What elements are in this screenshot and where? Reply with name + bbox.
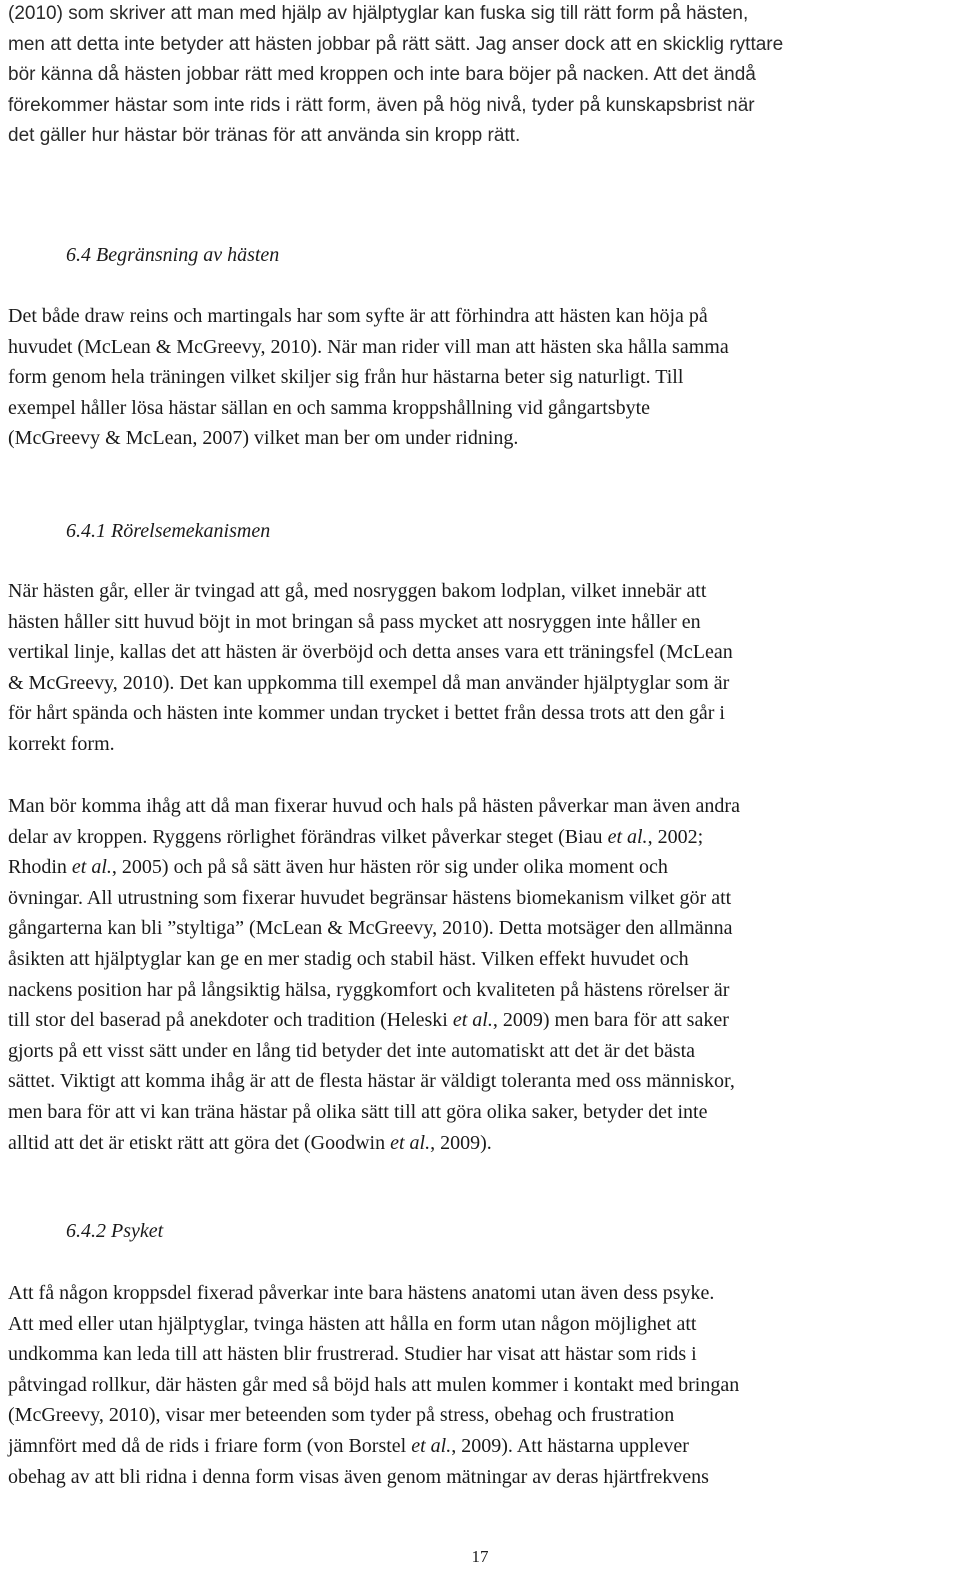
- text-line: vertikal linje, kallas det att hästen är överböjd och detta anses vara ett träningsfel (McLean: [8, 641, 733, 664]
- text-line: övningar. All utrustning som fixerar huvudet begränsar hästens biomekanism vilket gör att: [8, 886, 732, 909]
- italic-citation: et al.: [607, 825, 648, 848]
- page-number: 17: [471, 1547, 489, 1566]
- section-6-4-1-paragraph-1: [8, 576, 953, 760]
- section-heading-6-4: 6.4 Begränsning av hästen: [66, 244, 280, 266]
- section-6-4-2-paragraph: [8, 1278, 953, 1492]
- section-heading-6-4-1: 6.4.1 Rörelsemekanismen: [66, 520, 271, 542]
- italic-citation: et al.: [411, 1434, 452, 1457]
- intro-paragraph: [8, 0, 953, 152]
- text-line: huvudet (McLean & McGreevy, 2010). När man rider vill man att hästen ska hålla samma: [8, 335, 729, 358]
- text-line: det gäller hur hästar bör tränas för att använda sin kropp rätt.: [8, 125, 521, 147]
- text-line: jämnfört med då de rids i friare form (von Borstel et al., 2009). Att hästarna upplever: [8, 1434, 689, 1457]
- text-line: obehag av att bli ridna i denna form visas även genom mätningar av deras hjärtfrekvens: [8, 1465, 709, 1488]
- text-line: bör känna då hästen jobbar rätt med kroppen och inte bara böjer på nacken. Att det ändå: [8, 64, 756, 86]
- text-line: undkomma kan leda till att hästen blir frustrerad. Studier har visat att hästar som rids i: [8, 1343, 697, 1366]
- text-line: men att detta inte betyder att hästen jobbar på rätt sätt. Jag anser dock att en skicklig ryttare: [8, 33, 784, 55]
- text-line: korrekt form.: [8, 732, 115, 755]
- text-line: Man bör komma ihåg att då man fixerar huvud och hals på hästen påverkar man även andra: [8, 795, 740, 817]
- text-line: Att med eller utan hjälptyglar, tvinga hästen att hålla en form utan någon möjlighet att: [8, 1312, 697, 1335]
- text-line: Att få någon kroppsdel fixerad påverkar inte bara hästens anatomi utan även dess psyke.: [8, 1282, 715, 1304]
- italic-citation: et al.: [452, 1009, 493, 1032]
- italic-citation: et al.: [390, 1131, 431, 1154]
- text-line: nackens position har på långsiktig hälsa, ryggkomfort och kvaliteten på hästens rörelser är: [8, 978, 730, 1001]
- text-line: men bara för att vi kan träna hästar på olika sätt till att göra olika saker, betyder det inte: [8, 1100, 708, 1123]
- text-line: gångarterna kan bli ”styltiga” (McLean & McGreevy, 2010). Detta motsäger den allmänna: [8, 917, 733, 940]
- text-line: (2010) som skriver att man med hjälp av hjälptyglar kan fuska sig till rätt form på hästen,: [8, 3, 749, 24]
- text-line: gjorts på ett visst sätt under en lång tid betyder det inte automatiskt att det är det bästa: [8, 1039, 696, 1062]
- section-heading-6-4-2: 6.4.2 Psyket: [66, 1220, 164, 1242]
- text-line: (McGreevy, 2010), visar mer beteenden som tyder på stress, obehag och frustration: [8, 1404, 675, 1427]
- text-line: alltid att det är etiskt rätt att göra det (Goodwin et al., 2009).: [8, 1131, 492, 1154]
- text-line: exempel håller lösa hästar sällan en och samma kroppshållning vid gångartsbyte: [8, 396, 651, 419]
- text-line: Det både draw reins och martingals har som syfte är att förhindra att hästen kan höja på: [8, 305, 708, 327]
- text-line: delar av kroppen. Ryggens rörlighet förändras vilket påverkar steget (Biau et al., 2002;: [8, 825, 704, 848]
- text-line: till stor del baserad på anekdoter och tradition (Heleski et al., 2009) men bara för att saker: [8, 1009, 729, 1032]
- text-line: åsikten att hjälptyglar kan ge en mer stadig och stabil häst. Vilken effekt huvudet och: [8, 947, 689, 970]
- text-line: för hårt spända och hästen inte kommer undan trycket i bettet från dessa trots att den går i: [8, 702, 725, 725]
- text-line: form genom hela träningen vilket skiljer sig från hur hästarna beter sig naturligt. Till: [8, 366, 684, 389]
- text-line: När hästen går, eller är tvingad att gå, med nosryggen bakom lodplan, vilket innebär att: [8, 580, 707, 602]
- text-line: & McGreevy, 2010). Det kan uppkomma till exempel då man använder hjälptyglar som är: [8, 671, 730, 694]
- section-6-4-paragraph: [8, 301, 953, 454]
- text-line: hästen håller sitt huvud böjt in mot bringan så pass mycket att nosryggen inte håller en: [8, 610, 701, 633]
- text-line: (McGreevy & McLean, 2007) vilket man ber om under ridning.: [8, 427, 519, 450]
- text-line: förekommer hästar som inte rids i rätt form, även på hög nivå, tyder på kunskapsbrist när: [8, 94, 755, 116]
- text-line: påtvingad rollkur, där hästen går med så böjd hals att mulen kommer i kontakt med bringan: [8, 1373, 740, 1396]
- text-line: sättet. Viktigt att komma ihåg är att de flesta hästar är väldigt toleranta med oss människor,: [8, 1070, 735, 1093]
- section-6-4-1-paragraph-2: [8, 791, 953, 1158]
- text-line: Rhodin et al., 2005) och på så sätt även hur hästen rör sig under olika moment och: [8, 856, 668, 879]
- italic-citation: et al.: [71, 856, 112, 879]
